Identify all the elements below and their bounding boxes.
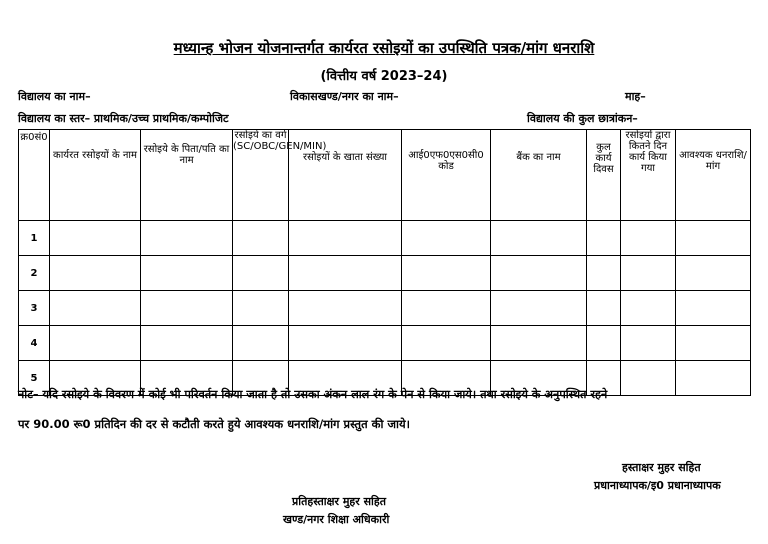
financial-year: (वित्तीय वर्ष 2023–24): [320, 69, 448, 84]
table-cell[interactable]: [621, 221, 676, 256]
school-level-label: विद्यालय का स्तर– प्राथमिक/उच्च प्राथमिक/कम्पोजिट: [18, 112, 229, 125]
table-cell[interactable]: [402, 326, 491, 361]
principal-signature-label: हस्ताक्षर मुहर सहित: [622, 461, 701, 474]
table-cell[interactable]: [676, 221, 751, 256]
table-cell[interactable]: [141, 326, 233, 361]
table-cell[interactable]: [141, 291, 233, 326]
table-cell[interactable]: [289, 256, 402, 291]
column-header-account-number: रसोइयों के खाता संख्या: [289, 130, 402, 221]
note-line-2: पर 90.00 रू0 प्रतिदिन की दर से कटौती करते हुये आवश्यक धनराशि/मांग प्रस्तुत की जाये।: [18, 417, 411, 431]
table-row: [19, 291, 751, 326]
table-cell[interactable]: [289, 221, 402, 256]
officer-countersign-label: प्रतिहस्ताक्षर मुहर सहित: [292, 495, 386, 508]
table-cell[interactable]: [621, 291, 676, 326]
table-cell[interactable]: [289, 326, 402, 361]
table-cell[interactable]: [50, 291, 141, 326]
table-cell[interactable]: [621, 361, 676, 396]
column-header-bank-name: बैंक का नाम: [491, 130, 587, 221]
table-cell[interactable]: [491, 256, 587, 291]
table-row: [19, 256, 751, 291]
table-cell[interactable]: [676, 291, 751, 326]
table-row: [19, 326, 751, 361]
table-cell[interactable]: [676, 256, 751, 291]
table-cell[interactable]: [141, 256, 233, 291]
table-cell[interactable]: [233, 256, 289, 291]
principal-designation: प्रधानाध्यापक/इ0 प्रधानाध्यापक: [594, 479, 721, 492]
attendance-table: [18, 129, 751, 396]
table-cell[interactable]: [402, 256, 491, 291]
table-cell[interactable]: [233, 221, 289, 256]
enrollment-label: विद्यालय की कुल छात्रांकन–: [527, 112, 638, 125]
row-serial: 2: [19, 256, 50, 291]
table-cell[interactable]: [676, 326, 751, 361]
officer-designation: खण्ड/नगर शिक्षा अधिकारी: [283, 513, 390, 526]
table-cell[interactable]: [50, 256, 141, 291]
table-cell[interactable]: [141, 221, 233, 256]
column-header-required-amount: आवश्यक धनराशि/ मांग: [676, 130, 751, 221]
school-name-label: विद्यालय का नाम–: [18, 90, 91, 103]
table-cell[interactable]: [587, 221, 621, 256]
table-cell[interactable]: [233, 326, 289, 361]
table-cell[interactable]: [621, 326, 676, 361]
column-header-category: रसोइये का वर्ग (SC/OBC/GEN/MIN): [233, 130, 289, 221]
column-header-days-worked: रसोइयों द्वारा कितने दिन कार्य किया गया: [621, 130, 676, 221]
column-header-serial: क्र0सं0: [19, 130, 50, 221]
table-cell[interactable]: [402, 291, 491, 326]
page-title: मध्यान्ह भोजन योजनान्तर्गत कार्यरत रसोइयों का उपस्थिति पत्रक/मांग धनराशि: [173, 39, 595, 57]
table-row: [19, 221, 751, 256]
column-header-cook-name: कार्यरत रसोइयों के नाम: [50, 130, 141, 221]
note-line-1: नोट– यदि रसोइये के विवरण में कोई भी परिवर्तन किया जाता है तो उसका अंकन लाल रंग के पेन से किया जाये। तथा रसोइये के अनुपस्थित रहने: [18, 388, 608, 401]
column-header-father-name: रसोइये के पिता/पति का नाम: [141, 130, 233, 221]
table-cell[interactable]: [621, 256, 676, 291]
table-cell[interactable]: [491, 221, 587, 256]
table-cell[interactable]: [289, 291, 402, 326]
table-cell[interactable]: [676, 361, 751, 396]
row-serial: 4: [19, 326, 50, 361]
table-cell[interactable]: [587, 256, 621, 291]
table-cell[interactable]: [491, 291, 587, 326]
column-header-total-working-days: कुल कार्य दिवस: [587, 130, 621, 221]
table-cell[interactable]: [491, 326, 587, 361]
row-serial: 1: [19, 221, 50, 256]
column-header-ifsc-code: आई0एफ0एस0सी0 कोड: [402, 130, 491, 221]
table-cell[interactable]: [587, 291, 621, 326]
table-cell[interactable]: [402, 221, 491, 256]
month-label: माह–: [625, 90, 646, 103]
table-header-row: [19, 130, 751, 221]
table-cell[interactable]: [233, 291, 289, 326]
row-serial: 3: [19, 291, 50, 326]
row-serial: 5: [19, 361, 50, 396]
table-cell[interactable]: [587, 326, 621, 361]
block-name-label: विकासखण्ड/नगर का नाम–: [290, 90, 399, 103]
table-cell[interactable]: [50, 326, 141, 361]
table-cell[interactable]: [50, 221, 141, 256]
